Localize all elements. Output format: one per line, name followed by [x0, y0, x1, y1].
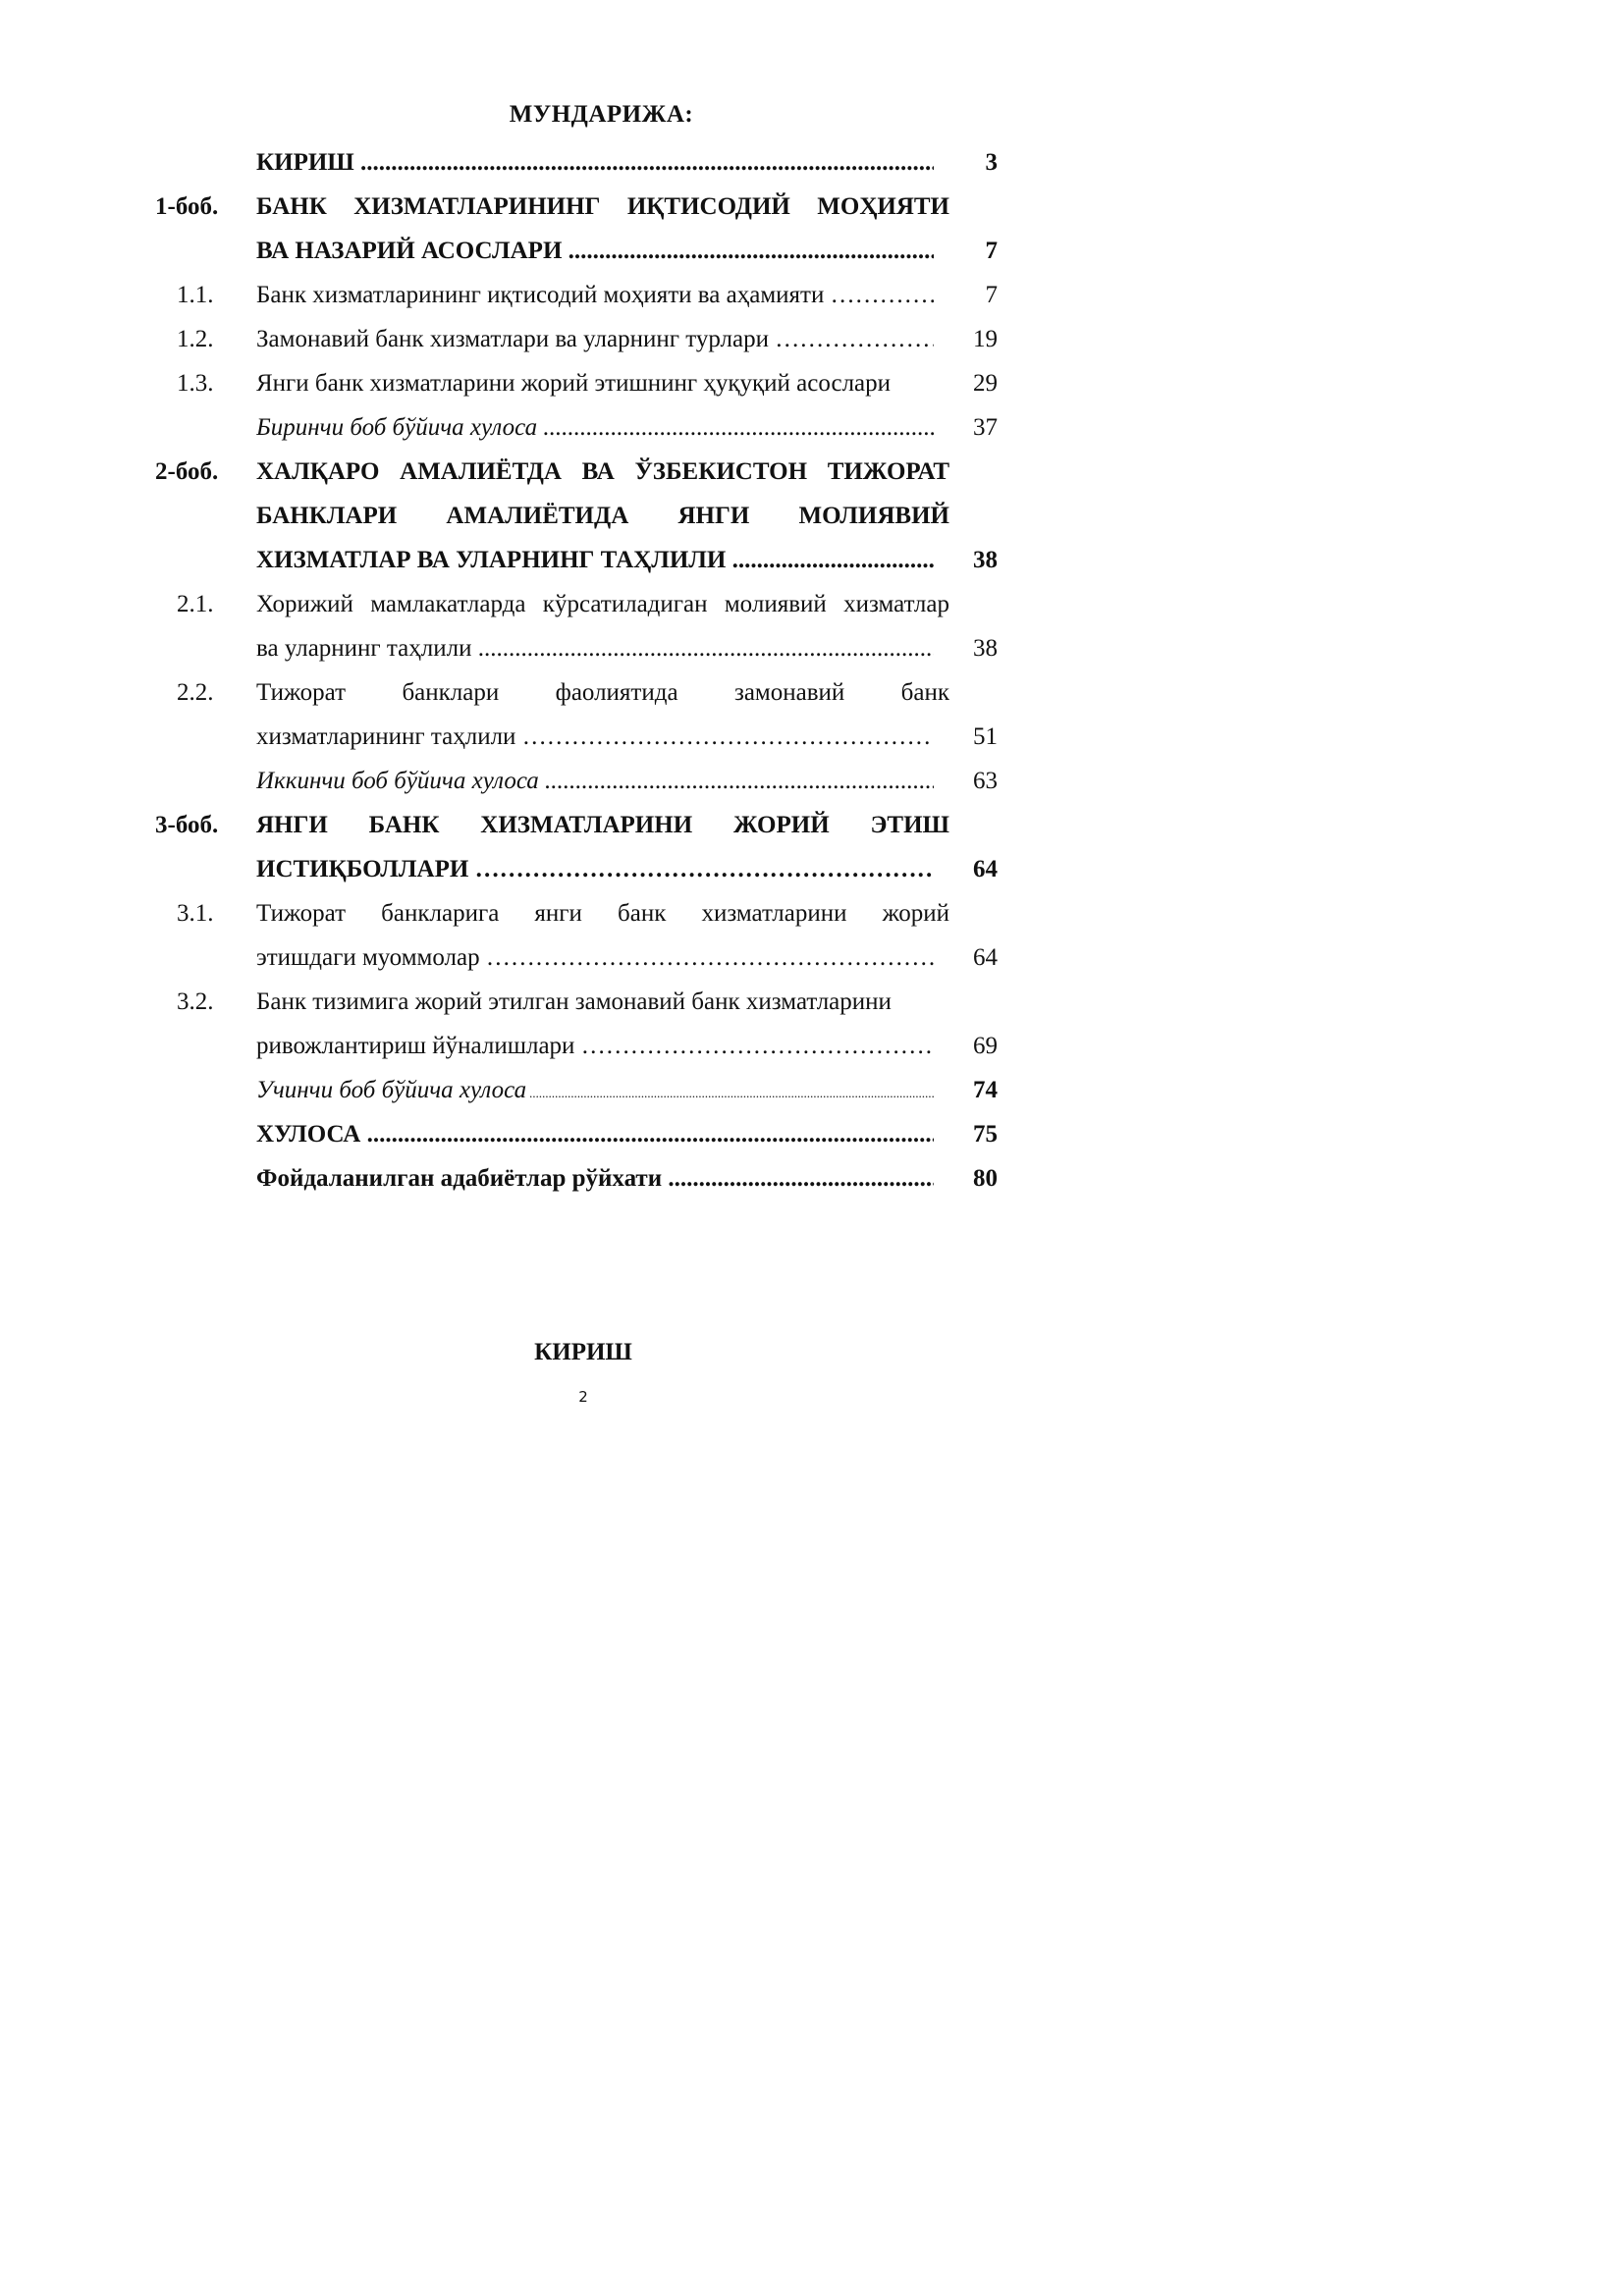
toc-entry-text: Банк тизимига жорий этилган замонавий банк хизматларини: [256, 988, 892, 1015]
toc-entry-text: ВА НАЗАРИЙ АСОСЛАРИ .....: [256, 230, 934, 273]
toc-entry-text: ИСТИҚБОЛЛАРИ …………………………………………………………………………………………………………………: [256, 848, 934, 891]
toc-entry-page: 37: [973, 414, 998, 441]
toc-entry-section-2-2-cont[interactable]: [0, 716, 1084, 759]
toc-entry-introduction[interactable]: [0, 141, 1084, 185]
toc-entry-section-3-2[interactable]: [0, 981, 1084, 1024]
toc-entry-page: 63: [973, 768, 998, 794]
toc-entry-text: Фойдаланилган адабиётлар рўйхати .....: [256, 1157, 934, 1201]
toc-entry-chapter-2-conclusion[interactable]: [0, 760, 1084, 803]
toc-entry-section-3-1[interactable]: [0, 892, 1084, 935]
toc-entry-references[interactable]: [0, 1157, 1084, 1201]
toc-section-number: 2.2.: [177, 679, 214, 706]
toc-entry-chapter-3-cont[interactable]: [0, 848, 1084, 891]
toc-entry-text: хизматларининг таҳлили …………………………………………………………………………………………………………………: [256, 716, 934, 759]
toc-entry-section-3-2-cont[interactable]: [0, 1025, 1084, 1068]
toc-entry-chapter-3[interactable]: [0, 804, 1084, 847]
toc-entry-page: 38: [973, 547, 998, 573]
toc-entry-page: 7: [985, 282, 998, 308]
page-number: 2: [578, 1388, 588, 1406]
toc-entry-text: Иккинчи боб бўйича хулоса .....: [256, 760, 934, 803]
toc-entry-page: 19: [973, 326, 998, 352]
toc-entry-text: КИРИШ .....: [256, 141, 934, 185]
toc-section-number: 3.2.: [177, 988, 214, 1015]
toc-chapter-number: 2-боб.: [155, 458, 219, 485]
toc-entry-text: Замонавий банк хизматлари ва уларнинг турлари …………………………………………………………………………………………………………………: [256, 318, 934, 361]
toc-chapter-number: 3-боб.: [155, 812, 219, 838]
toc-section-number: 3.1.: [177, 900, 214, 927]
toc-entry-chapter-3-conclusion[interactable]: [0, 1069, 1084, 1112]
toc-entry-text: Янги банк хизматларини жорий этишнинг ҳуқуқий асослари: [256, 370, 892, 397]
toc-entry-page: 75: [973, 1121, 998, 1148]
toc-entry-chapter-2-cont2[interactable]: [0, 539, 1084, 582]
toc-entry-text: ХИЗМАТЛАР ВА УЛАРНИНГ ТАҲЛИЛИ .....: [256, 539, 934, 582]
toc-entry-page: 7: [985, 238, 998, 264]
toc-section-number: 1.3.: [177, 370, 214, 397]
toc-entry-text: ЯНГИ БАНК ХИЗМАТЛАРИНИ ЖОРИЙ ЭТИШ: [256, 812, 949, 838]
toc-entry-text: Хорижий мамлакатларда кўрсатиладиган молиявий хизматлар: [256, 591, 949, 617]
toc-entry-text: БАНКЛАРИ АМАЛИЁТИДА ЯНГИ МОЛИЯВИЙ: [256, 503, 949, 529]
toc-entry-text: ва уларнинг таҳлили .....: [256, 627, 934, 670]
toc-entry-conclusion[interactable]: [0, 1113, 1084, 1156]
toc-entry-chapter-2-cont[interactable]: [0, 495, 1084, 538]
toc-entry-text: Учинчи боб бўйича хулоса .....: [256, 1069, 934, 1115]
toc-entry-page: 29: [973, 370, 998, 397]
toc-entry-text: этишдаги муоммолар …………………………………………………………………………………………………………………: [256, 936, 934, 980]
toc-entry-page: 64: [973, 856, 998, 882]
toc-entry-section-2-2[interactable]: [0, 671, 1084, 715]
toc-entry-text: Тижорат банклари фаолиятида замонавий банк: [256, 679, 949, 706]
toc-entry-section-1-3[interactable]: [0, 362, 1084, 405]
next-section-title: КИРИШ: [534, 1339, 632, 1365]
toc-entry-text: ривожлантириш йўналишлари …………………………………………………………………………………………………………………: [256, 1025, 934, 1068]
toc-entry-chapter-1[interactable]: [0, 186, 1084, 229]
toc-entry-section-1-1[interactable]: [0, 274, 1084, 317]
toc-entry-page: 3: [985, 149, 998, 176]
toc-entry-text: Тижорат банкларига янги банк хизматларини жорий: [256, 900, 949, 927]
toc-section-number: 1.2.: [177, 326, 214, 352]
toc-entry-text: Биринчи боб бўйича хулоса .....: [256, 406, 934, 450]
toc-entry-text: БАНК ХИЗМАТЛАРИНИНГ ИҚТИСОДИЙ МОҲИЯТИ: [256, 193, 949, 220]
toc-entry-page: 80: [973, 1165, 998, 1192]
toc-entry-page: 38: [973, 635, 998, 662]
toc-entry-text: ХАЛҚАРО АМАЛИЁТДА ВА ЎЗБЕКИСТОН ТИЖОРАТ: [256, 458, 949, 485]
toc-entry-chapter-2[interactable]: [0, 451, 1084, 494]
toc-entry-section-1-2[interactable]: [0, 318, 1084, 361]
toc-entry-section-3-1-cont[interactable]: [0, 936, 1084, 980]
toc-section-number: 2.1.: [177, 591, 214, 617]
toc-entry-text: ХУЛОСА .....: [256, 1113, 934, 1156]
toc-entry-page: 69: [973, 1033, 998, 1059]
toc-entry-chapter-1-conclusion[interactable]: [0, 406, 1084, 450]
toc-title: МУНДАРИЖА:: [509, 101, 694, 128]
toc-section-number: 1.1.: [177, 282, 214, 308]
toc-entry-section-2-1[interactable]: [0, 583, 1084, 626]
toc-entry-section-2-1-cont[interactable]: [0, 627, 1084, 670]
toc-entry-page: 64: [973, 944, 998, 971]
toc-entry-page: 74: [973, 1077, 998, 1103]
toc-entry-page: 51: [973, 723, 998, 750]
toc-entry-chapter-1-cont[interactable]: [0, 230, 1084, 273]
toc-chapter-number: 1-боб.: [155, 193, 219, 220]
toc-entry-text: Банк хизматларининг иқтисодий моҳияти ва аҳамияти …………………………………………………………………………………………………………………: [256, 274, 934, 317]
